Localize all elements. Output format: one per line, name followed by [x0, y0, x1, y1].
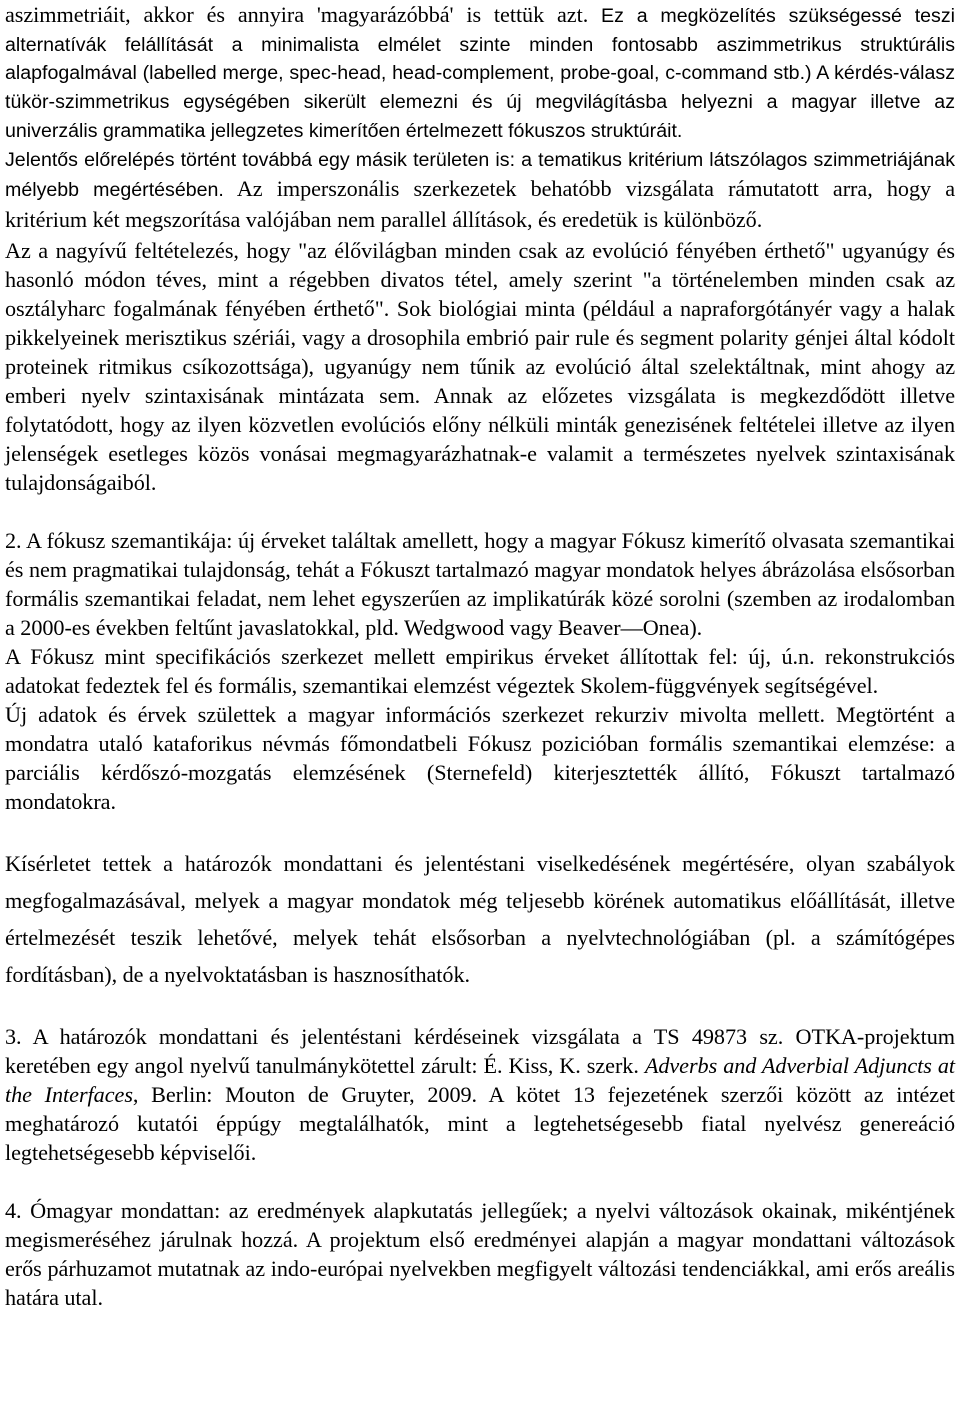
spacer	[5, 816, 955, 845]
spacer	[5, 993, 955, 1022]
paragraph-otka-project	[5, 1022, 955, 1167]
otka-project-rest: , Berlin: Mouton de Gruyter, 2009. A kötet 13 fejezetének szerzői között az intézet meghatározó kutatói éppúgy megtalálhatók, mint a legtehetségesebb fiatal nyelvész genereáció legtehetségesebb képviselői.	[5, 1081, 955, 1165]
paragraph-thematic-body: Az imperszonális szerkezetek behatóbb vizsgálata rámutatott arra, hogy a kritérium két megszorítása valójában nem parallel állítások, és eredetük is különböző.	[5, 176, 955, 232]
document-page	[5, 0, 955, 1312]
spacer	[5, 497, 955, 526]
paragraph-thematic-lead: Jelentős előrelépés történt továbbá egy másik területen is: a tematikus kritérium látszólagos szimmetriájának mélyebb megértésében.	[5, 148, 955, 202]
paragraph-symmetry-body: Ez a megközelítés szükségessé teszi alternatívák felállítását a minimalista elmélet szinte minden fontosabb aszimmetrikus struktúrális alapfogalmával (labelled merge, spec-head, head-complement, probe-goal, c-command stb.) A kérdés-válasz tükör-szimmetrikus egységében sikerült elemezni és új megvilágításba helyezni a magyar illetve az univerzális grammatika jellegzetes kimerítően értelmezett fókuszos struktúráit.	[5, 5, 955, 142]
paragraph-adverbials: Kísérletet tettek a határozók mondattani és jelentéstani viselkedésének megértésére, olyan szabályok megfogalmazásával, melyek a magyar mondatok még teljesebb körének automatikus előállítását, illetve értelmezését teszik lehetővé, melyek tehát elsősorban a nyelvtechnológiában (pl. a számítógépes fordításban), de a nyelvoktatásban is hasznosíthatók.	[5, 850, 955, 987]
paragraph-thematic-criterion	[5, 146, 955, 236]
paragraph-information-structure: Új adatok és érvek születtek a magyar információs szerkezet rekurziv mivolta mellett. Megtörtént a mondatra utaló kataforikus névmás főmondatbeli Fókusz pozicióban formális szemantikai elemzése: a parciális kérdőszó-mozgatás elemzésének (Sternefeld) kiterjesztették állító, Fókuszt tartalmazó mondatokra.	[5, 701, 955, 814]
book-title: Adverbs and Adverbial Adjuncts at the Interfaces	[5, 1052, 955, 1107]
paragraph-old-hungarian: 4. Ómagyar mondattan: az eredmények alapkutatás jellegűek; a nyelvi változások okainak, mikéntjének megismeréséhez járulnak hozzá. A projektum első eredményei alapján a magyar mondattani változások erős párhuzamot mutatnak az indo-európai nyelvekben megfigyelt változási tendenciákkal, ami erős areális határa utal.	[5, 1197, 955, 1310]
paragraph-symmetry	[5, 0, 955, 146]
paragraph-symmetry-lead: aszimmetriáit, akkor és annyira 'magyarázóbbá' is tettük azt.	[5, 2, 589, 27]
paragraph-focus-specification: A Fókusz mint specifikációs szerkezet mellett empirikus érveket állítottak fel: új, ú.n. rekonstrukciós adatokat fedeztek fel és formális, szemantikai elemzést végeztek Skolem-függvények segítségével.	[5, 643, 955, 698]
paragraph-focus-semantics: 2. A fókusz szemantikája: új érveket találtak amellett, hogy a magyar Fókusz kimerítő olvasata szemantikai és nem pragmatikai tulajdonság, tehát a Fókuszt tartalmazó magyar mondatok helyes ábrázolása elsősorban formális szemantikai feladat, nem lehet egyszerűen az implikatúrák közé sorolni (szemben az irodalomban a 2000-es években feltűnt javaslatokkal, pld. Wedgwood vagy Beaver—Onea).	[5, 527, 955, 640]
paragraph-evolution: Az a nagyívű feltételezés, hogy "az élővilágban minden csak az evolúció fényében érthető" ugyanúgy és hasonló módon téves, mint a régebben divatos tétel, amely szerint "a történelemben minden csak az osztályharc fogalmának fényében érthető". Sok biológiai minta (például a napraforgótányér vagy a halak pikkelyeinek merisztikus szériái, vagy a drosophila embrió pair rule és segment polarity génjei által kódolt proteinek ritmikus csíkozottsága), ugyanúgy nem tűnik az evolúció által szelektáltnak, mint ahogy az emberi nyelv szintaxisának mintázata sem. Annak az előzetes vizsgálata is megkezdődött illetve folytatódott, hogy az ilyen közvetlen evolúciós előny nélküli minták genezisének feltételei illetve az ilyen jelenségek esetleges közös vonásai megmagyarázhatnak-e valamit a természetes nyelvek szintaxisának tulajdonságaiból.	[5, 237, 955, 495]
otka-project-intro: 3. A határozók mondattani és jelentéstani kérdéseinek vizsgálata a TS 49873 sz. OTKA-projektum keretében egy angol nyelvű tanulmánykötettel zárult: É. Kiss, K. szerk.	[5, 1023, 955, 1078]
spacer	[5, 1167, 955, 1196]
